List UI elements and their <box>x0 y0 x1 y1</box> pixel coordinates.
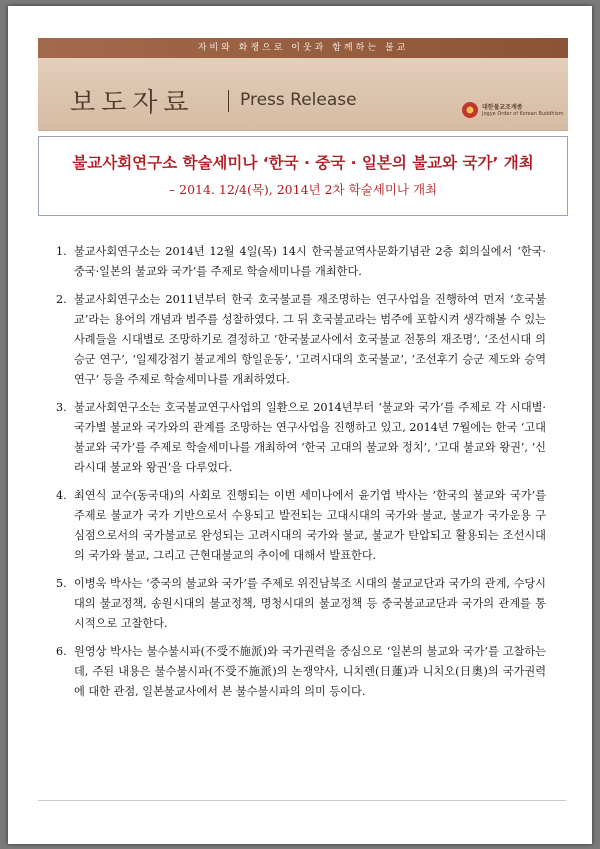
title-english: Press Release <box>240 90 357 110</box>
list-item <box>56 290 546 390</box>
body-list <box>56 242 546 710</box>
footer-divider <box>38 800 566 801</box>
list-item <box>56 486 546 566</box>
item-text: 불교사회연구소는 2011년부터 한국 호국불교를 재조명하는 연구사업을 진행하여 먼저 ‘호국불교’라는 용어의 개념과 범주를 성찰하였다. 그 뒤 호국불교라는 범주에 포함시켜 생각해볼 수 있는 사례들을 시대별로 조망하기로 결정하고 ‘한국불교사에서 호국불교 전통의 재조명’, ‘조선시대 의승군 연구’, ‘일제강점기 불교계의 항일운동’, ‘고려시대의 호국불교’, ‘조선후기 승군 제도와 승역 연구’ 등을 주제로 학술세미나를 개최하였다. <box>74 293 546 386</box>
item-text: 불교사회연구소는 2014년 12월 4일(목) 14시 한국불교역사문화기념관 2층 회의실에서 ‘한국·중국·일본의 불교와 국가’를 주제로 학술세미나를 개최한다. <box>74 245 546 278</box>
slogan-banner: 자비와 화쟁으로 이웃과 함께하는 불교 <box>38 38 568 58</box>
organization-name: 대한불교조계종 <box>482 104 523 111</box>
item-number: 6. <box>56 645 67 658</box>
item-number: 5. <box>56 577 67 590</box>
title-divider <box>228 90 229 112</box>
item-number: 3. <box>56 401 67 414</box>
headline: 불교사회연구소 학술세미나 ‘한국 · 중국 · 일본의 불교와 국가’ 개최 <box>72 154 534 172</box>
headline-box <box>38 136 568 216</box>
press-release-header <box>38 38 568 131</box>
subheadline: – 2014. 12/4(목), 2014년 2차 학술세미나 개최 <box>168 182 438 197</box>
item-text: 이병욱 박사는 ‘중국의 불교와 국가’를 주제로 위진남북조 시대의 불교교단과 국가의 관계, 수당시대의 불교정책, 송원시대의 불교정책, 명청시대의 불교정책 등 중국불교교단과 국가의 관계를 통시적으로 고찰한다. <box>74 577 546 630</box>
list-item <box>56 574 546 634</box>
list-item <box>56 242 546 282</box>
item-number: 1. <box>56 245 67 258</box>
item-text: 불교사회연구소는 호국불교연구사업의 일환으로 2014년부터 ‘불교와 국가’를 주제로 각 시대별·국가별 불교와 국가와의 관계를 조망하는 연구사업을 진행하고 있고, 2014년 7월에는 한국 ‘고대 불교와 국가’를 주제로 학술세미나를 개최하여 ‘한국 고대의 불교와 정치’, ‘고대 불교와 왕권’, ‘신라시대 불교와 왕권’을 다루었다. <box>74 401 546 474</box>
item-number: 2. <box>56 293 67 306</box>
item-number: 4. <box>56 489 67 502</box>
list-item <box>56 642 546 702</box>
organization-name-english: Jogye Order of Korean Buddhism <box>482 111 564 117</box>
jogye-logo-icon <box>462 102 478 118</box>
list-item <box>56 398 546 478</box>
item-text: 최연식 교수(동국대)의 사회로 진행되는 이번 세미나에서 윤기엽 박사는 ‘한국의 불교와 국가’를 주제로 불교가 국가 기반으로서 수용되고 발전되는 고대시대의 국가와 불교, 불교가 국가운용 구심점으로서의 국가불교로 완성되는 고려시대의 국가와 불교, 불교가 탄압되고 활용되는 조선시대의 국가와 불교, 그리고 근현대불교의 추이에 대해서 발표한다. <box>74 489 546 562</box>
item-text: 원영상 박사는 불수불시파(不受不施派)와 국가권력을 중심으로 ‘일본의 불교와 국가’를 고찰하는데, 주된 내용은 불수불시파(不受不施派)의 논쟁약사, 니치렌(日蓮)과 니치오(日奧)의 국가권력에 대한 관점, 일본불교사에서 본 불수불시파의 의미 등이다. <box>74 645 546 698</box>
title-korean: 보도자료 <box>70 88 195 118</box>
document-page <box>8 6 592 844</box>
